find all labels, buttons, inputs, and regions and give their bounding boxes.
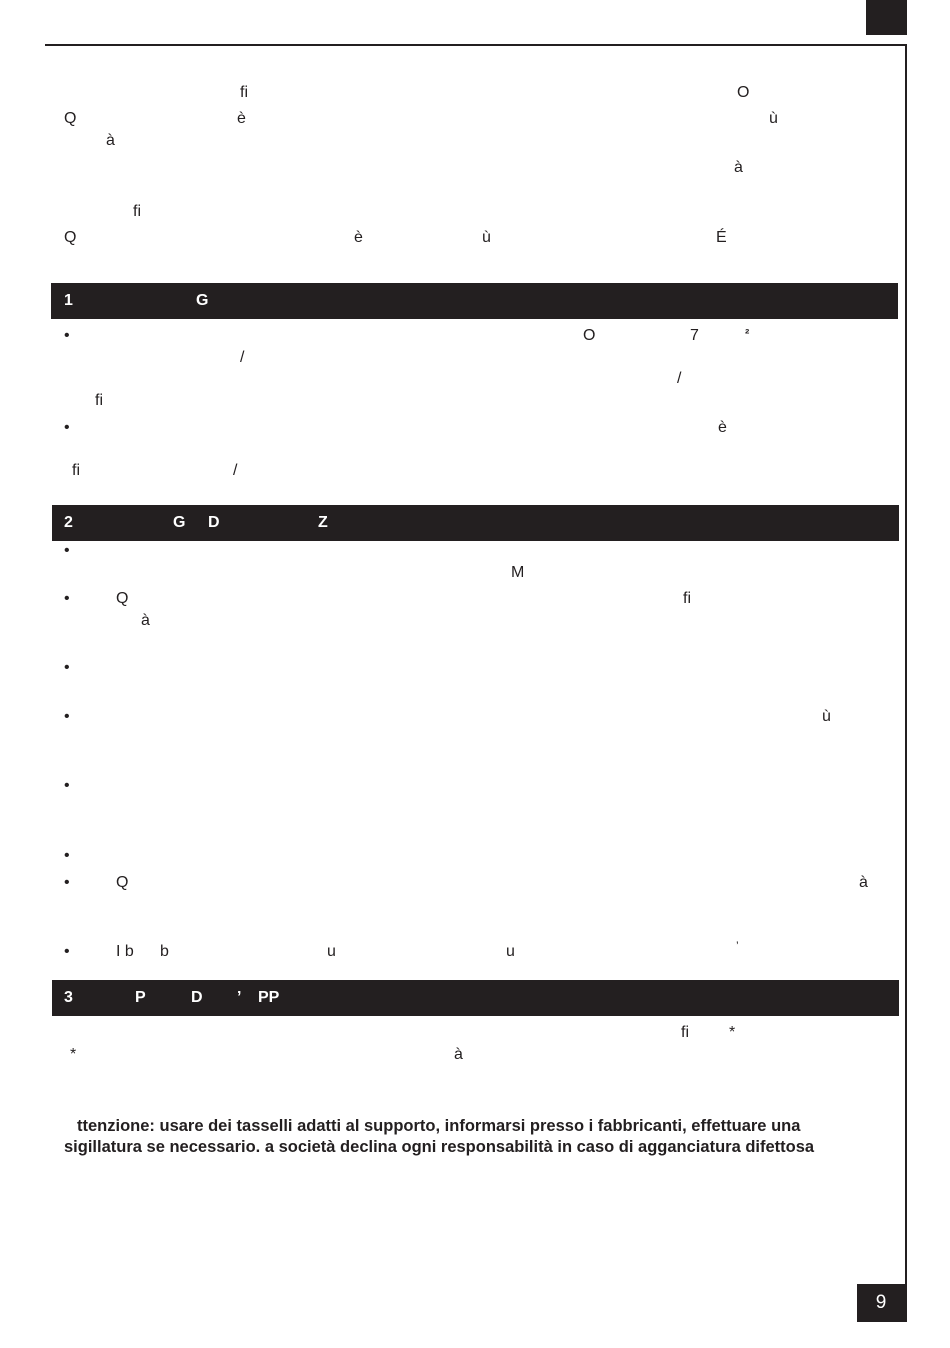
section-2-heading-bar: [52, 505, 899, 541]
intro-text: Q: [64, 110, 77, 127]
body-text: à: [141, 612, 150, 629]
bullet: •: [64, 419, 70, 436]
body-text: O: [583, 327, 596, 344]
body-text: Q: [116, 874, 129, 891]
section-number: 1: [64, 292, 73, 309]
intro-text: à: [734, 159, 743, 176]
body-text: ²: [745, 326, 750, 341]
section-number: 2: [64, 514, 73, 531]
body-text: fi: [72, 462, 80, 479]
intro-text: à: [106, 132, 115, 149]
section-title-text: Z: [318, 514, 328, 531]
section-title-text: G: [173, 514, 186, 531]
body-text: *: [729, 1024, 736, 1041]
intro-text: fi: [133, 203, 141, 220]
body-text: /: [240, 349, 245, 366]
section-title-text: P: [135, 989, 146, 1006]
corner-tab: [866, 0, 907, 35]
bullet: •: [64, 847, 70, 864]
bullet: •: [64, 327, 70, 344]
intro-text: ù: [769, 110, 778, 127]
bullet: •: [64, 708, 70, 725]
body-text: è: [718, 419, 727, 436]
section-title-text: G: [196, 292, 209, 309]
intro-text: ù: [482, 229, 491, 246]
warning-note: [64, 1116, 900, 1158]
body-text: I b: [116, 943, 134, 960]
body-text: ’: [736, 939, 739, 953]
section-title-text: D: [208, 514, 220, 531]
bullet: •: [64, 943, 70, 960]
intro-text: É: [716, 229, 727, 246]
intro-text: è: [354, 229, 363, 246]
body-text: fi: [681, 1024, 689, 1041]
right-rule: [905, 44, 907, 1322]
bullet: •: [64, 542, 70, 559]
bullet: •: [64, 590, 70, 607]
section-title-text: PP: [258, 989, 280, 1006]
page-number: 9: [857, 1284, 905, 1322]
section-3-heading-bar: [52, 980, 899, 1016]
section-title-text: D: [191, 989, 203, 1006]
body-text: ù: [822, 708, 831, 725]
body-text: b: [160, 943, 169, 960]
intro-text: fi: [240, 84, 248, 101]
intro-text: è: [237, 110, 246, 127]
body-text: u: [327, 943, 336, 960]
body-text: u: [506, 943, 515, 960]
body-text: à: [454, 1046, 463, 1063]
body-text: /: [233, 462, 238, 479]
body-text: Q: [116, 590, 129, 607]
section-1-heading-bar: [51, 283, 898, 319]
body-text: fi: [683, 590, 691, 607]
body-text: fi: [95, 392, 103, 409]
intro-text: O: [737, 84, 750, 101]
top-rule: [45, 44, 907, 46]
bullet: •: [64, 659, 70, 676]
warning-line: sigillatura se necessario. a società declina ogni responsabilità in caso di agganciatura difettosa: [64, 1138, 815, 1156]
warning-line: ttenzione: usare dei tasselli adatti al supporto, informarsi presso i fabbricanti, effettuare una: [77, 1117, 801, 1135]
body-text: 7: [690, 327, 699, 344]
body-text: M: [511, 564, 525, 581]
section-title-text: ’: [237, 989, 242, 1006]
body-text: /: [677, 370, 682, 387]
bullet: •: [64, 874, 70, 891]
section-number: 3: [64, 989, 73, 1006]
body-text: *: [70, 1046, 77, 1063]
intro-text: Q: [64, 229, 77, 246]
bullet: •: [64, 777, 70, 794]
body-text: à: [859, 874, 868, 891]
